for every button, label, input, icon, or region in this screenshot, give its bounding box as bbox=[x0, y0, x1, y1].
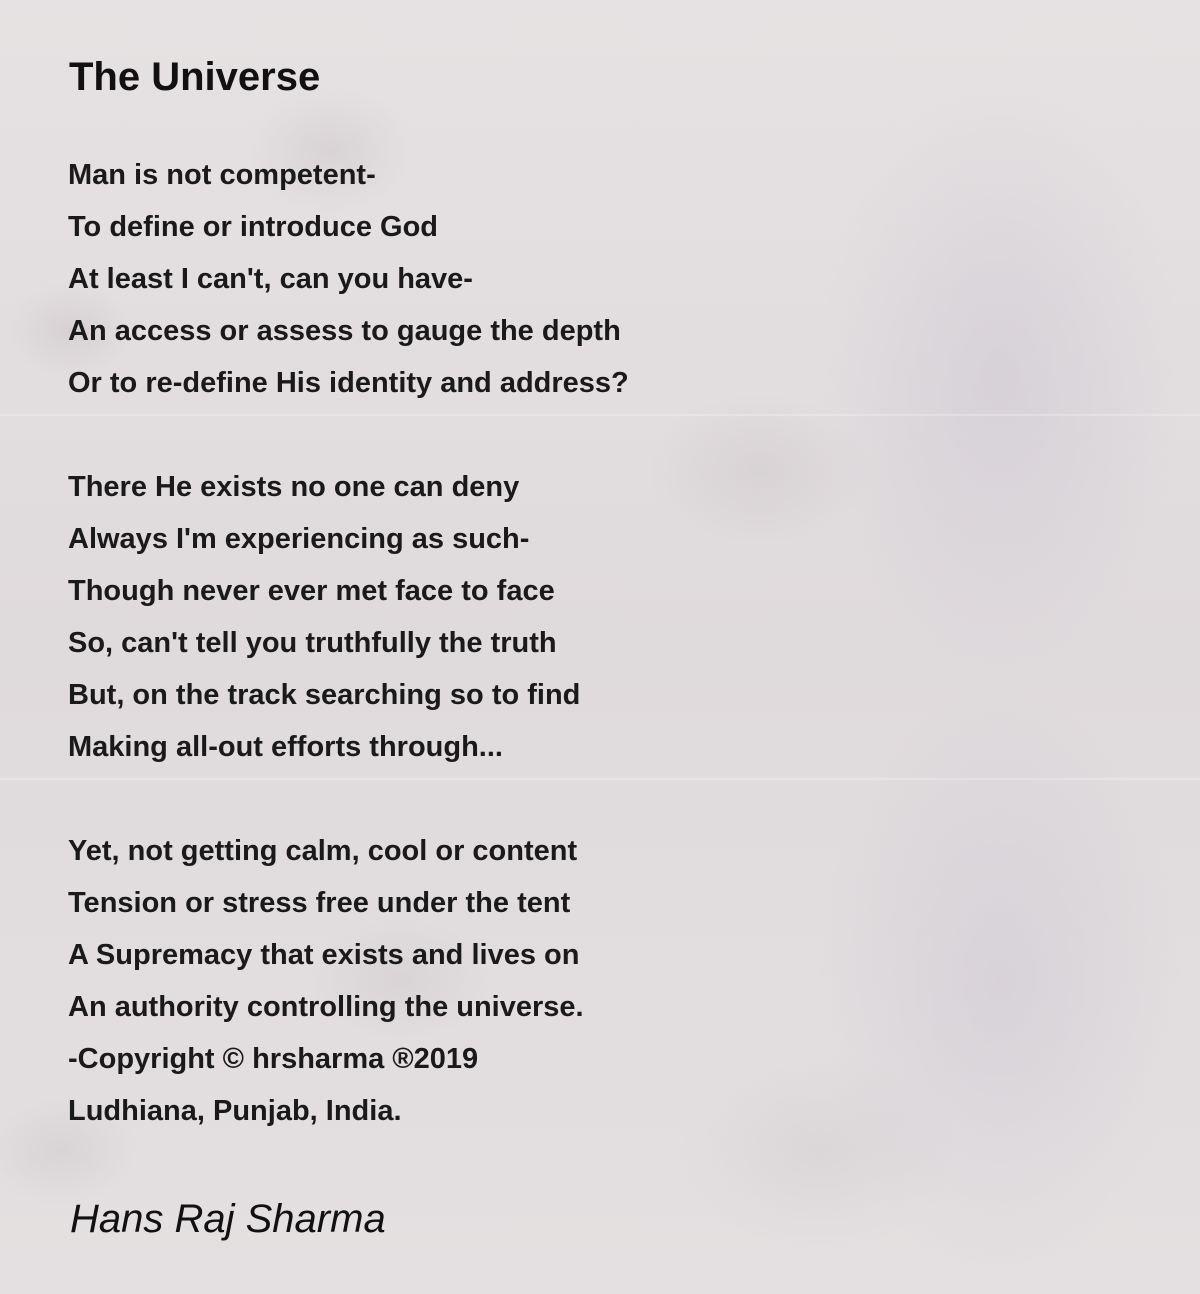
poem-line: A Supremacy that exists and lives on bbox=[68, 939, 580, 971]
copyright-line: -Copyright © hrsharma ®2019 bbox=[68, 1043, 479, 1075]
location-line: Ludhiana, Punjab, India. bbox=[68, 1095, 402, 1127]
poem-line: So, can't tell you truthfully the truth bbox=[68, 627, 557, 659]
poem-author: Hans Raj Sharma bbox=[70, 1197, 386, 1241]
poem-line: Though never ever met face to face bbox=[68, 575, 555, 607]
poem-line: Yet, not getting calm, cool or content bbox=[68, 835, 578, 867]
poem-line: An authority controlling the universe. bbox=[68, 991, 584, 1023]
poem-line: To define or introduce God bbox=[68, 211, 439, 243]
poem-line: Man is not competent- bbox=[68, 159, 376, 191]
poem-line: But, on the track searching so to find bbox=[68, 679, 581, 711]
poem-line: An access or assess to gauge the depth bbox=[68, 315, 621, 347]
poem-line: Making all-out efforts through... bbox=[68, 731, 503, 763]
stanza bbox=[68, 461, 1128, 773]
poem-line: At least I can't, can you have- bbox=[68, 263, 473, 295]
poem-title: The Universe bbox=[69, 55, 321, 99]
stanza bbox=[68, 149, 1128, 409]
stanza bbox=[68, 825, 1128, 1137]
poem-line: Or to re-define His identity and address? bbox=[68, 367, 629, 399]
poem-body bbox=[68, 149, 1128, 1137]
poem-line: Tension or stress free under the tent bbox=[68, 887, 571, 919]
poem-line: There He exists no one can deny bbox=[68, 471, 520, 503]
poem-line: Always I'm experiencing as such- bbox=[68, 523, 530, 555]
